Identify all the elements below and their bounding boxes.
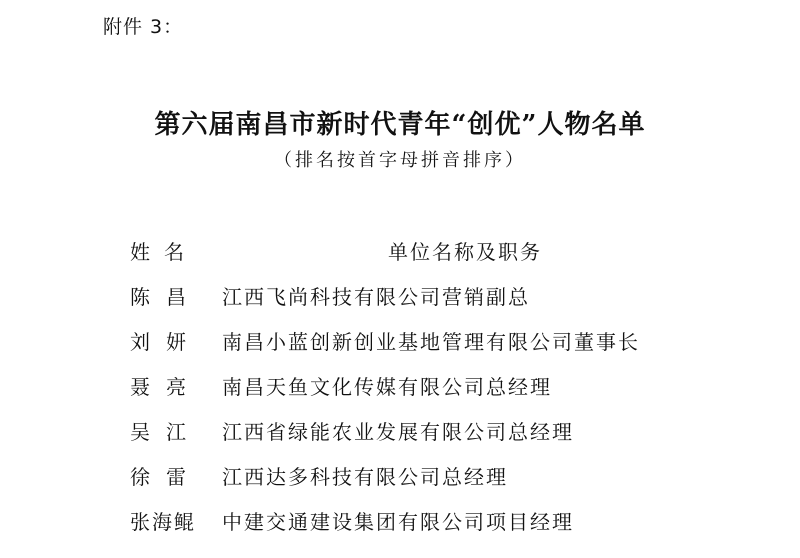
document-title: 第六届南昌市新时代青年“创优”人物名单 [154,110,646,140]
table-row [130,273,750,318]
person-name: 陈昌 [130,285,202,309]
person-name: 聂亮 [130,375,202,399]
table-row [130,363,750,408]
person-name: 刘妍 [130,330,202,354]
attachment-label: 附件 3： [103,16,184,38]
person-org: 江西省绿能农业发展有限公司总经理 [222,420,574,444]
document-subtitle: （排名按首字母拼音排序） [274,150,526,171]
person-org: 江西达多科技有限公司总经理 [222,465,508,489]
person-org: 中建交通建设集团有限公司项目经理 [222,510,574,534]
person-org: 江西飞尚科技有限公司营销副总 [222,285,530,309]
table-row [130,318,750,363]
person-name: 徐雷 [130,465,202,489]
table-header-row [130,228,750,273]
table-row [130,453,750,498]
person-name: 张海鲲 [130,510,196,534]
person-name: 吴江 [130,420,202,444]
header-org: 单位名称及职务 [388,240,542,264]
name-list-table [130,228,750,543]
table-row [130,498,750,543]
header-name: 姓名 [130,240,198,264]
table-row [130,408,750,453]
person-org: 南昌天鱼文化传媒有限公司总经理 [222,375,552,399]
person-org: 南昌小蓝创新创业基地管理有限公司董事长 [222,330,640,354]
